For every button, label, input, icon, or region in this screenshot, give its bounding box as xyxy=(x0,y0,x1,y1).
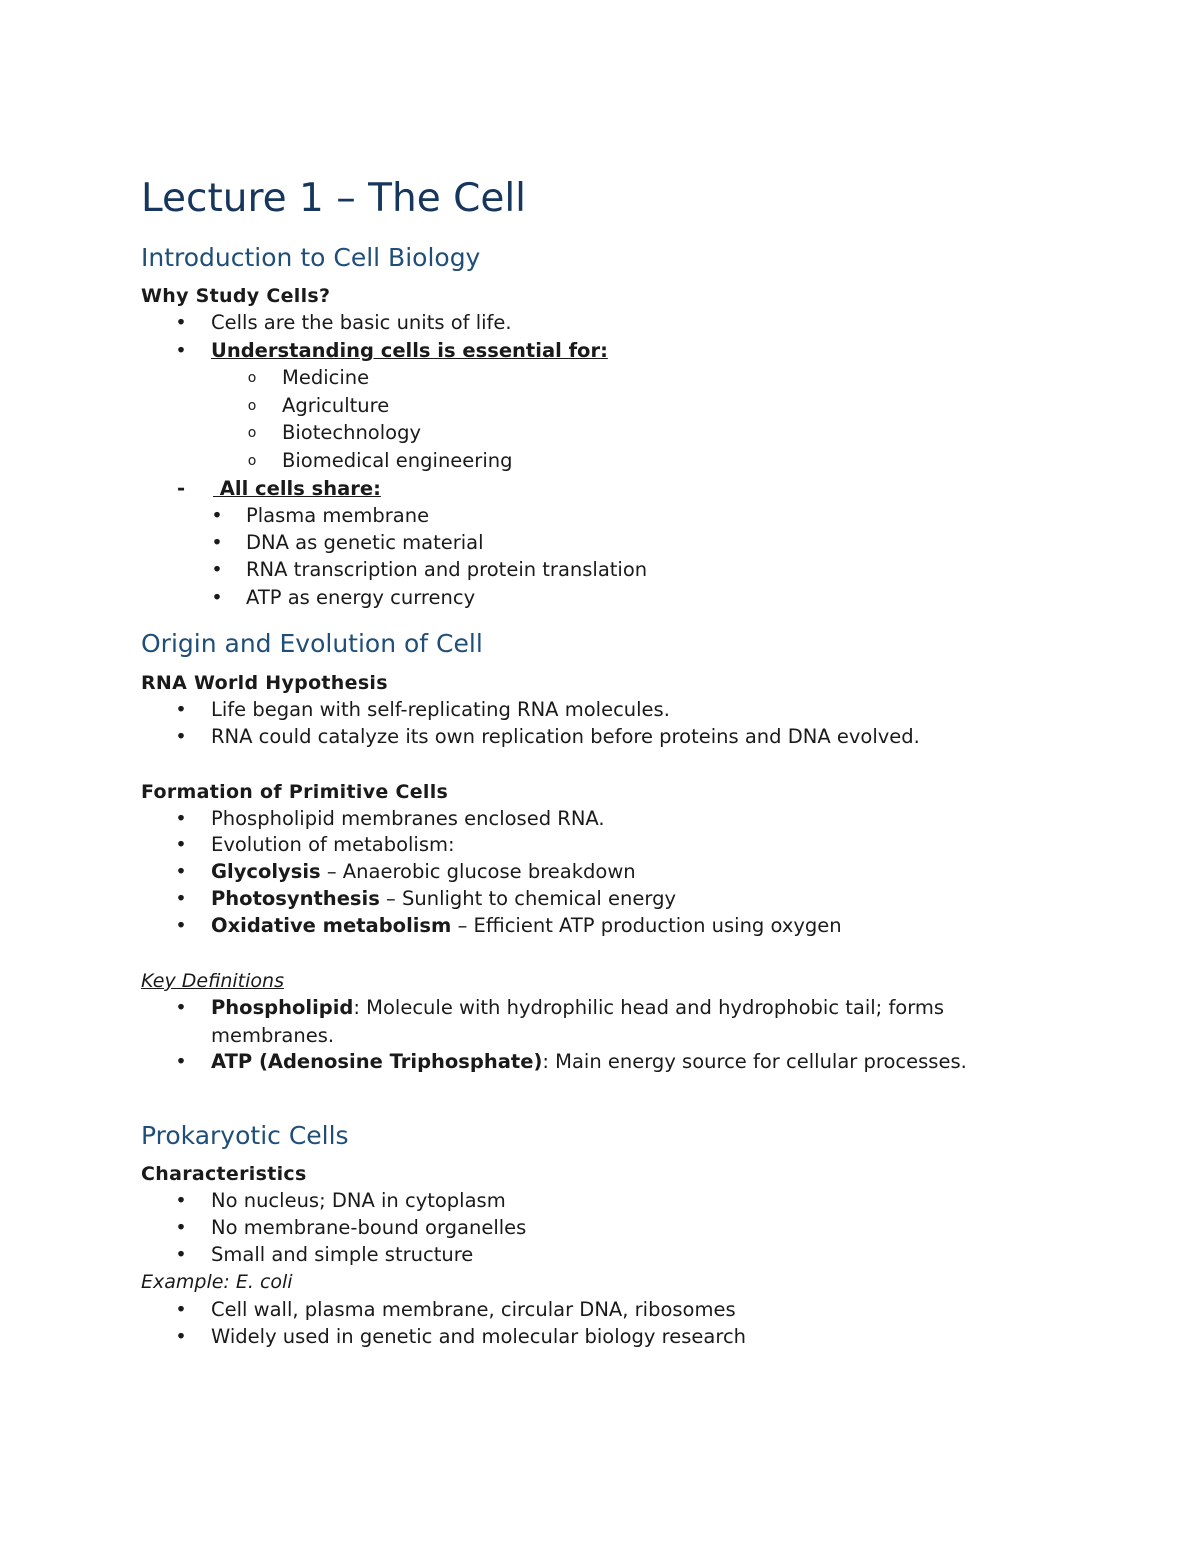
list-item: • Photosynthesis – Sunlight to chemical energy xyxy=(0,885,1200,913)
bullet-icon: • xyxy=(175,698,187,721)
list-item: • Evolution of metabolism: xyxy=(0,831,1200,859)
term: Glycolysis xyxy=(211,860,321,883)
subheading-characteristics: Characteristics xyxy=(141,1163,307,1185)
bullet-icon: • xyxy=(175,914,187,937)
section-heading-prokaryotic: Prokaryotic Cells xyxy=(141,1121,349,1150)
bullet-icon: • xyxy=(211,558,223,581)
list-item: • Phospholipid membranes enclosed RNA. xyxy=(0,805,1200,833)
bullet-icon: • xyxy=(175,1189,187,1212)
bullet-icon: • xyxy=(175,833,187,856)
bullet-icon: • xyxy=(211,586,223,609)
example-label: Example: E. coli xyxy=(141,1271,293,1293)
list-item: • Small and simple structure xyxy=(0,1241,1200,1269)
term: Photosynthesis xyxy=(211,887,380,910)
list-item: • DNA as genetic material xyxy=(0,529,1200,557)
bullet-icon: • xyxy=(175,1243,187,1266)
list-item: • Cells are the basic units of life. xyxy=(0,309,1200,337)
bullet-icon: • xyxy=(175,339,187,362)
term: Oxidative metabolism xyxy=(211,914,452,937)
bullet-icon: • xyxy=(175,311,187,334)
page-title: Lecture 1 – The Cell xyxy=(141,176,526,221)
section-heading-origin: Origin and Evolution of Cell xyxy=(141,629,483,658)
list-item: • RNA could catalyze its own replication before proteins and DNA evolved. xyxy=(0,723,1200,751)
list-item: - All cells share: xyxy=(0,475,1200,503)
bullet-icon: • xyxy=(175,1050,187,1073)
dash-bullet-icon: - xyxy=(176,477,186,500)
subheading-why-study-cells: Why Study Cells? xyxy=(141,285,331,307)
bullet-icon: • xyxy=(211,531,223,554)
list-item: • Life began with self-replicating RNA molecules. xyxy=(0,696,1200,724)
list-item: • Cell wall, plasma membrane, circular DNA, ribosomes xyxy=(0,1296,1200,1324)
bullet-icon: • xyxy=(175,725,187,748)
subheading-rna-world: RNA World Hypothesis xyxy=(141,672,388,694)
list-item: • Understanding cells is essential for: xyxy=(0,337,1200,365)
circle-bullet-icon: o xyxy=(247,453,257,469)
subheading-primitive-cells: Formation of Primitive Cells xyxy=(141,781,449,803)
section-heading-introduction: Introduction to Cell Biology xyxy=(141,243,481,272)
bullet-icon: • xyxy=(175,996,187,1019)
term: ATP (Adenosine Triphosphate) xyxy=(211,1050,543,1073)
sub-list-item: o Medicine xyxy=(0,364,1200,392)
list-item: • No nucleus; DNA in cytoplasm xyxy=(0,1187,1200,1215)
list-item: • No membrane-bound organelles xyxy=(0,1214,1200,1242)
bullet-icon: • xyxy=(175,860,187,883)
list-item: • Glycolysis – Anaerobic glucose breakdown xyxy=(0,858,1200,886)
bullet-icon: • xyxy=(175,1298,187,1321)
bullet-icon: • xyxy=(175,887,187,910)
circle-bullet-icon: o xyxy=(247,398,257,414)
list-item: • Widely used in genetic and molecular biology research xyxy=(0,1323,1200,1351)
list-item: • RNA transcription and protein translation xyxy=(0,556,1200,584)
circle-bullet-icon: o xyxy=(247,370,257,386)
list-item: • Phospholipid: Molecule with hydrophilic head and hydrophobic tail; forms membranes. xyxy=(0,994,1200,1050)
list-item: • ATP as energy currency xyxy=(0,584,1200,612)
list-item: • ATP (Adenosine Triphosphate): Main energy source for cellular processes. xyxy=(0,1048,1200,1076)
bullet-icon: • xyxy=(175,1325,187,1348)
bullet-icon: • xyxy=(175,1216,187,1239)
bullet-icon: • xyxy=(175,807,187,830)
key-definitions-label: Key Definitions xyxy=(141,970,284,992)
circle-bullet-icon: o xyxy=(247,425,257,441)
sub-list-item: o Agriculture xyxy=(0,392,1200,420)
bullet-icon: • xyxy=(211,504,223,527)
sub-list-item: o Biomedical engineering xyxy=(0,447,1200,475)
list-item: • Oxidative metabolism – Efficient ATP production using oxygen xyxy=(0,912,1200,940)
sub-list-item: o Biotechnology xyxy=(0,419,1200,447)
term: Phospholipid xyxy=(211,996,354,1019)
list-item: • Plasma membrane xyxy=(0,502,1200,530)
